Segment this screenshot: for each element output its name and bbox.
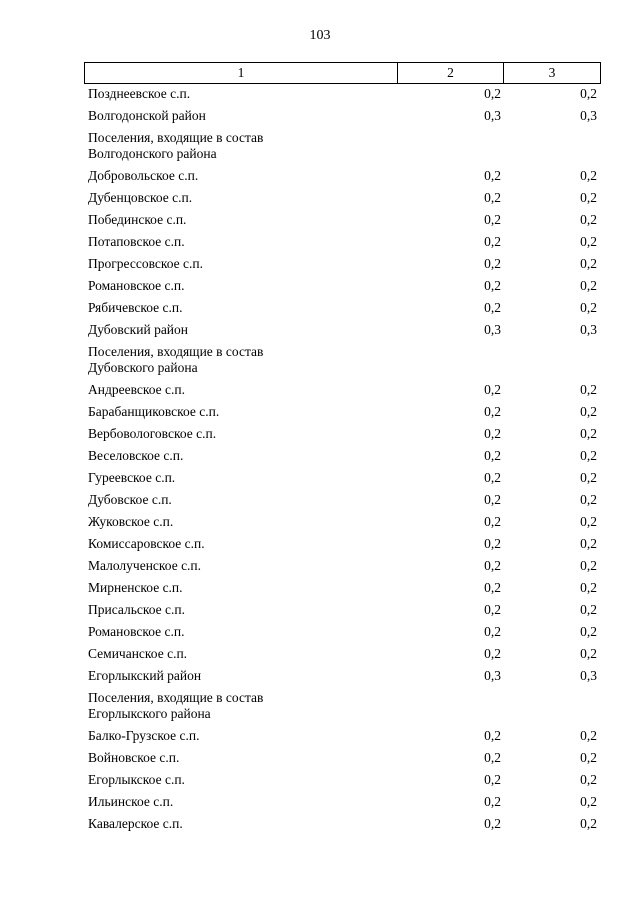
row-value-col3: 0,2	[580, 514, 597, 529]
row-value-col2: 0,2	[484, 86, 501, 101]
row-name: Рябичевское с.п.	[88, 300, 183, 315]
row-value-col2: 0,2	[484, 580, 501, 595]
row-name: Романовское с.п.	[88, 624, 185, 639]
header-col-3: 3	[504, 63, 601, 84]
table-row	[88, 668, 600, 690]
row-name: Романовское с.п.	[88, 278, 185, 293]
row-name: Барабанщиковское с.п.	[88, 404, 220, 419]
row-value-col3: 0,2	[580, 772, 597, 787]
row-value-col2: 0,2	[484, 234, 501, 249]
row-name: Семичанское с.п.	[88, 646, 188, 661]
row-value-col2: 0,2	[484, 404, 501, 419]
row-name: Веселовское с.п.	[88, 448, 184, 463]
table-row	[88, 300, 600, 322]
row-name: Гуреевское с.п.	[88, 470, 176, 485]
table-row	[88, 470, 600, 492]
header-col-1: 1	[85, 63, 398, 84]
table-row	[88, 624, 600, 646]
row-value-col2: 0,2	[484, 772, 501, 787]
row-value-col3: 0,2	[580, 234, 597, 249]
row-value-col2: 0,2	[484, 492, 501, 507]
table-row	[88, 426, 600, 448]
table-row	[88, 278, 600, 300]
table-row	[88, 130, 600, 168]
row-name: Дубенцовское с.п.	[88, 190, 193, 205]
row-value-col2: 0,2	[484, 514, 501, 529]
row-value-col3: 0,2	[580, 794, 597, 809]
row-name: Дубовский район	[88, 322, 189, 337]
row-name: Волгодонской район	[88, 108, 206, 123]
row-value-col3: 0,2	[580, 256, 597, 271]
table-row	[88, 256, 600, 278]
row-name: Поселения, входящие в состав Егорлыкского района	[88, 690, 264, 721]
row-value-col3: 0,2	[580, 426, 597, 441]
row-name: Кавалерское с.п.	[88, 816, 183, 831]
row-value-col3: 0,2	[580, 212, 597, 227]
table-row	[88, 108, 600, 130]
row-value-col3: 0,2	[580, 168, 597, 183]
row-value-col3: 0,2	[580, 300, 597, 315]
table-row	[88, 558, 600, 580]
row-name: Егорлыкское с.п.	[88, 772, 185, 787]
row-value-col2: 0,2	[484, 816, 501, 831]
row-value-col3: 0,2	[580, 470, 597, 485]
table-row	[88, 492, 600, 514]
table-row	[88, 514, 600, 536]
row-value-col2: 0,2	[484, 190, 501, 205]
header-col-2: 2	[398, 63, 504, 84]
row-name: Присальское с.п.	[88, 602, 185, 617]
row-value-col2: 0,2	[484, 602, 501, 617]
table-row	[88, 168, 600, 190]
table-row	[88, 580, 600, 602]
row-name: Войновское с.п.	[88, 750, 180, 765]
row-value-col2: 0,2	[484, 212, 501, 227]
row-value-col2: 0,2	[484, 168, 501, 183]
row-value-col3: 0,3	[580, 668, 597, 683]
row-value-col2: 0,2	[484, 300, 501, 315]
row-value-col2: 0,2	[484, 558, 501, 573]
row-name: Побединское с.п.	[88, 212, 187, 227]
row-value-col2: 0,3	[484, 322, 501, 337]
row-value-col2: 0,2	[484, 624, 501, 639]
row-value-col2: 0,2	[484, 256, 501, 271]
row-value-col2: 0,2	[484, 426, 501, 441]
row-name: Мирненское с.п.	[88, 580, 183, 595]
row-name: Добровольское с.п.	[88, 168, 199, 183]
row-name: Жуковское с.п.	[88, 514, 174, 529]
table-row	[88, 536, 600, 558]
table-row	[88, 448, 600, 470]
row-value-col2: 0,2	[484, 728, 501, 743]
row-value-col3: 0,3	[580, 108, 597, 123]
table-row	[88, 646, 600, 668]
row-value-col3: 0,2	[580, 190, 597, 205]
row-name: Потаповское с.п.	[88, 234, 185, 249]
row-value-col3: 0,2	[580, 728, 597, 743]
row-value-col2: 0,3	[484, 108, 501, 123]
row-value-col3: 0,2	[580, 492, 597, 507]
table-row	[88, 212, 600, 234]
row-value-col3: 0,2	[580, 404, 597, 419]
row-name: Ильинское с.п.	[88, 794, 174, 809]
row-name: Прогрессовское с.п.	[88, 256, 204, 271]
row-name: Малолученское с.п.	[88, 558, 202, 573]
table-row	[88, 602, 600, 624]
row-value-col3: 0,2	[580, 448, 597, 463]
row-value-col2: 0,2	[484, 794, 501, 809]
row-value-col2: 0,2	[484, 448, 501, 463]
row-value-col2: 0,2	[484, 278, 501, 293]
table-row	[88, 690, 600, 728]
row-name: Поселения, входящие в состав Волгодонского района	[88, 130, 264, 161]
row-value-col3: 0,2	[580, 382, 597, 397]
row-value-col2: 0,2	[484, 536, 501, 551]
table-row	[88, 234, 600, 256]
row-value-col3: 0,2	[580, 278, 597, 293]
table-header	[84, 62, 601, 84]
table-row	[88, 322, 600, 344]
table-row	[88, 816, 600, 838]
row-name: Позднеевское с.п.	[88, 86, 191, 101]
row-name: Комиссаровское с.п.	[88, 536, 205, 551]
row-name: Поселения, входящие в состав Дубовского района	[88, 344, 264, 375]
table-row	[88, 750, 600, 772]
row-value-col2: 0,2	[484, 750, 501, 765]
table-row	[88, 404, 600, 426]
row-value-col2: 0,3	[484, 668, 501, 683]
row-value-col2: 0,2	[484, 646, 501, 661]
table-row	[88, 190, 600, 212]
row-value-col3: 0,2	[580, 580, 597, 595]
row-value-col3: 0,2	[580, 602, 597, 617]
row-value-col2: 0,2	[484, 382, 501, 397]
row-value-col3: 0,2	[580, 86, 597, 101]
row-value-col3: 0,2	[580, 816, 597, 831]
row-name: Андреевское с.п.	[88, 382, 185, 397]
row-value-col3: 0,2	[580, 558, 597, 573]
table-body	[88, 86, 600, 838]
row-name: Балко-Грузское с.п.	[88, 728, 200, 743]
page-number: 103	[309, 28, 331, 43]
row-value-col3: 0,2	[580, 750, 597, 765]
table-row	[88, 382, 600, 404]
row-name: Дубовское с.п.	[88, 492, 172, 507]
table-row	[88, 344, 600, 382]
row-value-col3: 0,2	[580, 646, 597, 661]
table-row	[88, 728, 600, 750]
row-value-col3: 0,3	[580, 322, 597, 337]
row-value-col2: 0,2	[484, 470, 501, 485]
table-row	[88, 794, 600, 816]
row-value-col3: 0,2	[580, 536, 597, 551]
row-name: Вербовологовское с.п.	[88, 426, 217, 441]
row-value-col3: 0,2	[580, 624, 597, 639]
table-row	[88, 86, 600, 108]
row-name: Егорлыкский район	[88, 668, 202, 683]
table-row	[88, 772, 600, 794]
